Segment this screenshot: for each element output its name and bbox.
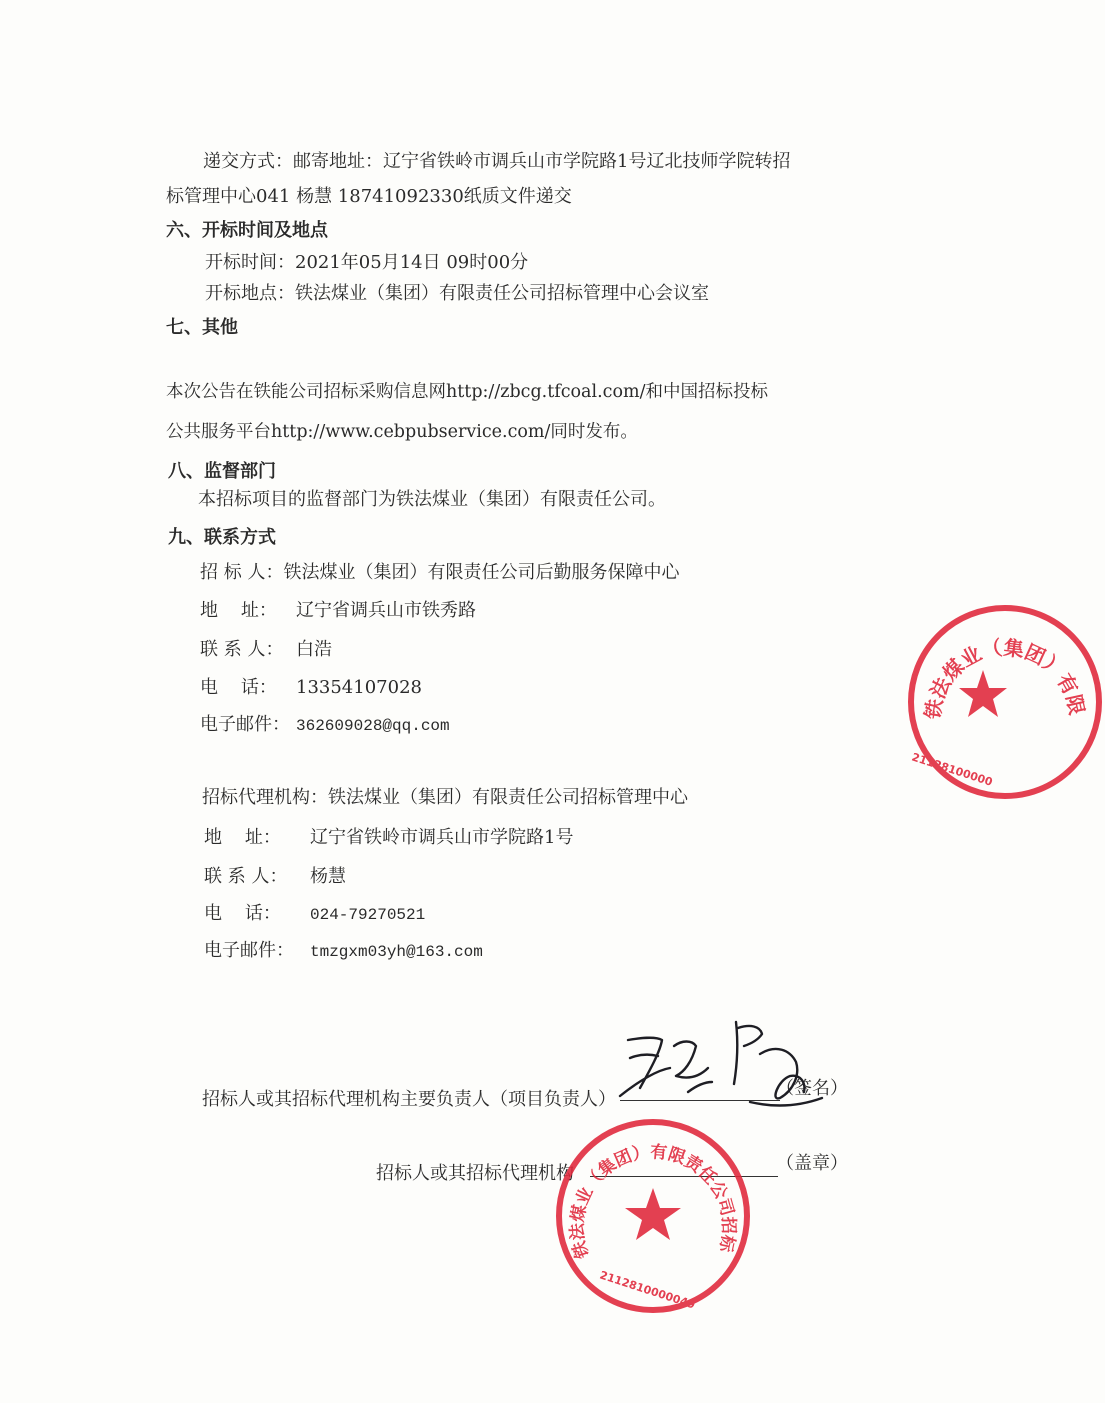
agency-name <box>202 786 688 810</box>
principal-signature-label: 招标人或其招标代理机构主要负责人（项目负责人） <box>202 1089 616 1110</box>
agency-name-label: 招标代理机构： <box>202 787 328 808</box>
bid-opening-place-value: 铁法煤业（集团）有限责任公司招标管理中心会议室 <box>295 283 709 304</box>
agency-email <box>204 939 483 964</box>
tenderer-phone <box>200 676 422 700</box>
submission-line-1: 递交方式：邮寄地址：辽宁省铁岭市调兵山市学院路1号辽北技师学院转招 <box>203 151 791 172</box>
tenderer-email-value: 362609028@qq.com <box>296 717 450 735</box>
agency-phone-label: 电 话： <box>204 903 281 924</box>
agency-address-label: 地 址： <box>204 827 281 848</box>
submission-line-2: 标管理中心041 杨慧 18741092330纸质文件递交 <box>166 186 572 207</box>
announcement-line-1: 本次公告在铁能公司招标采购信息网http://zbcg.tfcoal.com/和中国招标投标 <box>166 382 768 402</box>
tenderer-seal-text: 铁法煤业（集团）有限 <box>920 635 1090 721</box>
agency-address-value: 辽宁省铁岭市调兵山市学院路1号 <box>310 827 574 848</box>
bid-opening-time-value: 2021年05月14日 09时00分 <box>295 252 529 273</box>
announcement-line-2: 公共服务平台http://www.cebpubservice.com/同时发布。 <box>166 422 638 442</box>
tenderer-seal-number: 21128100000 <box>910 750 995 789</box>
bid-opening-time <box>205 251 528 275</box>
tenderer-name <box>200 561 679 585</box>
agency-address <box>204 826 573 850</box>
tenderer-address <box>200 599 476 623</box>
agency-seal-number: 2112810000049 <box>598 1268 697 1312</box>
handwritten-signature <box>600 1010 830 1110</box>
tenderer-contact-value: 白浩 <box>296 639 332 660</box>
agency-email-value: tmzgxm03yh@163.com <box>310 943 483 961</box>
sign-suffix: （签名） <box>776 1078 848 1099</box>
agency-name-value: 铁法煤业（集团）有限责任公司招标管理中心 <box>328 787 688 808</box>
bid-opening-time-label: 开标时间： <box>205 252 295 273</box>
tenderer-seal <box>905 602 1090 800</box>
agency-seal <box>553 1116 753 1316</box>
tenderer-name-label: 招 标 人： <box>200 562 284 583</box>
seal-suffix: （盖章） <box>776 1153 848 1174</box>
section7-heading: 七、其他 <box>166 317 238 338</box>
section8-heading: 八、监督部门 <box>168 461 276 482</box>
agency-contact-value: 杨慧 <box>310 866 346 887</box>
section6-heading: 六、开标时间及地点 <box>166 220 328 241</box>
bid-opening-place-label: 开标地点： <box>205 283 295 304</box>
section9-heading: 九、联系方式 <box>168 527 276 548</box>
agency-seal-text: 铁法煤业（集团）有限责任公司招标 <box>567 1142 739 1261</box>
agency-email-label: 电子邮件： <box>204 940 294 961</box>
org-seal-label: 招标人或其招标代理机构 <box>376 1163 574 1184</box>
tenderer-contact-label: 联 系 人： <box>200 639 284 660</box>
bid-opening-place <box>205 282 709 306</box>
tenderer-address-value: 辽宁省调兵山市铁秀路 <box>296 600 476 621</box>
svg-text:铁法煤业（集团）有限 <box>920 635 1089 721</box>
svg-text:铁法煤业（集团）有限责任公司招标管理中心 <box>553 1116 739 1262</box>
agency-phone <box>204 902 425 927</box>
tenderer-email <box>200 713 450 738</box>
tenderer-email-label: 电子邮件： <box>200 714 290 735</box>
tenderer-phone-label: 电 话： <box>200 677 277 698</box>
tenderer-contact <box>200 638 332 662</box>
agency-contact-label: 联 系 人： <box>204 866 288 887</box>
supervision-text: 本招标项目的监督部门为铁法煤业（集团）有限责任公司。 <box>198 489 666 510</box>
tenderer-address-label: 地 址： <box>200 600 277 621</box>
tenderer-phone-value: 13354107028 <box>296 677 422 698</box>
tenderer-name-value: 铁法煤业（集团）有限责任公司后勤服务保障中心 <box>283 562 680 583</box>
agency-contact <box>204 865 346 889</box>
agency-phone-value: 024-79270521 <box>310 906 426 924</box>
